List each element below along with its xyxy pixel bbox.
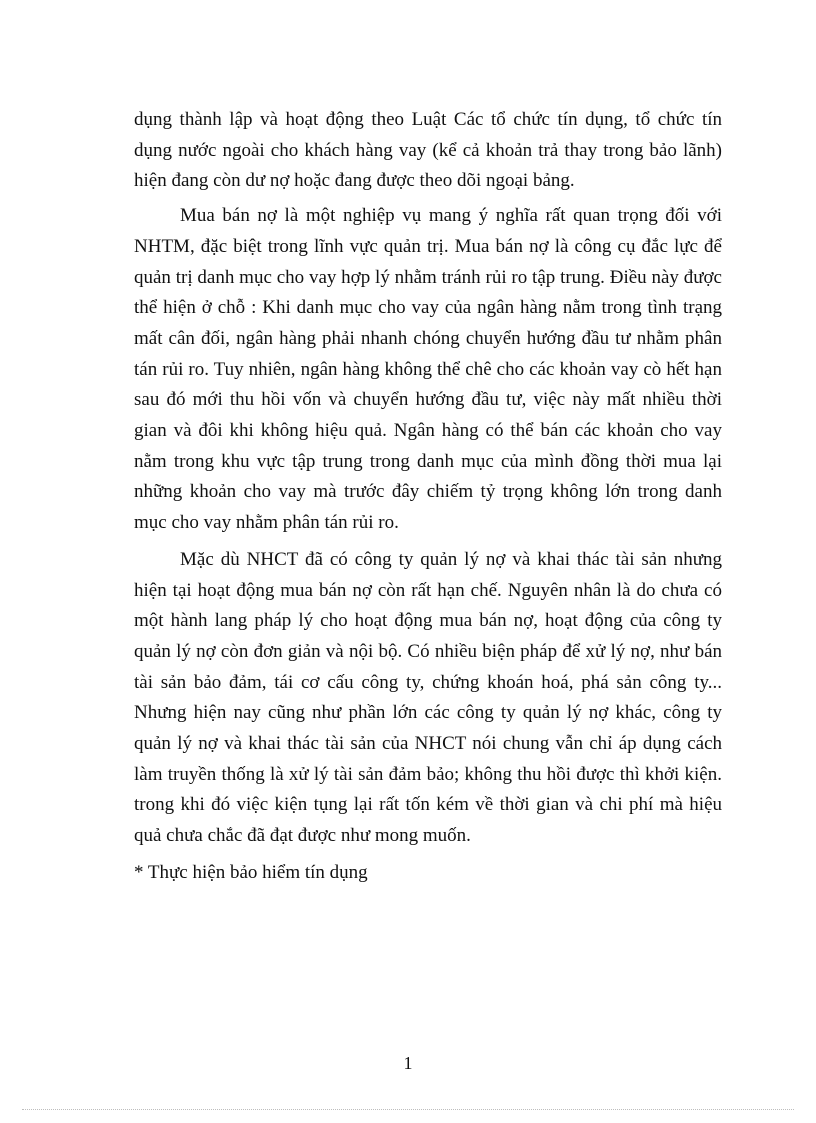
footer-divider <box>22 1109 794 1110</box>
paragraph-debt-trading: Mua bán nợ là một nghiệp vụ mang ý nghĩa rất quan trọng đối với NHTM, đặc biệt trong lĩnh vực quản trị. Mua bán nợ là công cụ đắc lực để quản trị danh mục cho vay hợp lý nhằm tránh rủi ro tập trung. Điều này được thể hiện ở chỗ : Khi danh mục cho vay của ngân hàng nằm trong tình trạng mất cân đối, ngân hàng phải nhanh chóng chuyển hướng đầu tư nhằm phân tán rủi ro. Tuy nhiên, ngân hàng không thể chê cho các khoản vay cò hết hạn sau đó mới thu hồi vốn và chuyển hướng đầu tư, việc này mất nhiều thời gian và đôi khi không hiệu quả. Ngân hàng có thể bán các khoản cho vay nằm trong khu vực tập trung trong danh mục của mình đồng thời mua lại những khoản cho vay mà trước đây chiếm tỷ trọng không lớn trong danh mục cho vay nhằm phân tán rủi ro. <box>134 205 722 534</box>
paragraph-nhct-debt-company: Mặc dù NHCT đã có công ty quản lý nợ và khai thác tài sản nhưng hiện tại hoạt động mua bán nợ còn rất hạn chế. Nguyên nhân là do chưa có một hành lang pháp lý cho hoạt động mua bán nợ, hoạt động của công ty quản lý nợ còn đơn giản và nội bộ. Có nhiều biện pháp để xử lý nợ, như bán tài sản bảo đảm, tái cơ cấu công ty, chứng khoán hoá, phá sản công ty... Nhưng hiện nay cũng như phần lớn các công ty quản lý nợ khác, công ty quản lý nợ và khai thác tài sản của NHCT nói chung vẫn chỉ áp dụng cách làm truyền thống là xử lý tài sản đảm bảo; không thu hồi được thì khởi kiện. trong khi đó việc kiện tụng lại rất tốn kém về thời gian và chi phí mà hiệu quả chưa chắc đã đạt được như mong muốn. <box>134 548 722 847</box>
page-number: 1 <box>403 1053 413 1073</box>
paragraph-continuation: dụng thành lập và hoạt động theo Luật Các tổ chức tín dụng, tổ chức tín dụng nước ngoài cho khách hàng vay (kể cả khoản trả thay trong bảo lãnh) hiện đang còn dư nợ hoặc đang được theo dõi ngoại bảng. <box>134 109 722 192</box>
section-heading-credit-insurance: * Thực hiện bảo hiểm tín dụng <box>134 861 368 883</box>
document-body <box>134 105 722 889</box>
